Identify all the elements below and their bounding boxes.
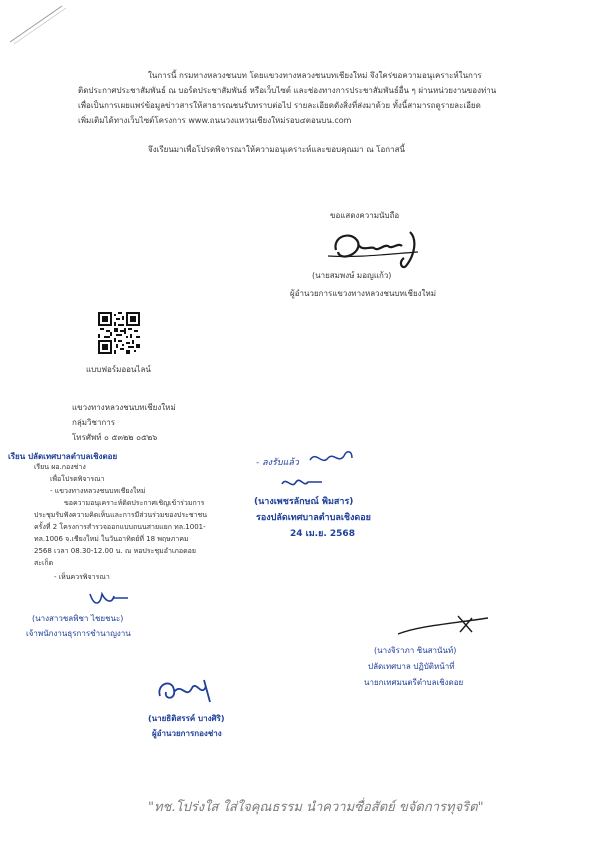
engineer-signature: [152, 674, 222, 708]
director-title: ผู้อำนวยการแขวงทางหลวงชนบทเชียงใหม่: [290, 289, 436, 298]
deputy-signature: [278, 474, 328, 494]
routing-body-line2: ประชุมรับฟังความคิดเห็นและการมีส่วนร่วมของประชาชน: [34, 511, 208, 519]
footer-slogan: "ทช.โปร่งใส ใส่ใจคุณธรรม นำความซื่อสัตย์ ขจัดการทุจริต": [148, 800, 484, 815]
office-group: กลุ่มวิชาการ: [72, 418, 116, 427]
routing-purpose: เพื่อโปรดพิจารณา: [50, 475, 105, 483]
clerk-title: เจ้าพนักงานธุรการชำนาญงาน: [26, 629, 131, 638]
routing-to: เรียน ผอ.กองช่าง: [34, 463, 86, 471]
office-name: แขวงทางหลวงชนบทเชียงใหม่: [72, 403, 176, 412]
routing-body-line5: 2568 เวลา 08.30-12.00 น. ณ หอประชุมอำเภอดอย: [34, 547, 196, 555]
routing-body-line1: ขอความอนุเคราะห์ติดประกาศเชิญเข้าร่วมการ: [64, 499, 205, 507]
clerk-name: (นางสาวชลพิชา ไชยชนะ): [32, 614, 124, 623]
routing-header: เรียน ปลัดเทศบาลตำบลเชิงดอย: [8, 452, 118, 461]
qr-label: แบบฟอร์มออนไลน์: [86, 365, 151, 374]
para1-line3: เพื่อเป็นการเผยแพร่ข้อมูลข่าวสารให้สาธารณชนรับทราบต่อไป รายละเอียดดังสิ่งที่ส่งมาด้วย ทั้งนี้สามารถดูรายละเอียด: [78, 101, 481, 110]
deputy-note-signature: [306, 446, 356, 470]
acting-mayor-title-1: ปลัดเทศบาล ปฏิบัติหน้าที่: [368, 662, 455, 671]
clerk-signature: [84, 586, 134, 612]
routing-body-line4: ทล.1006 จ.เชียงใหม่ ในวันอาทิตย์ที่ 18 พฤษภาคม: [34, 535, 189, 543]
acting-mayor-title-2: นายกเทศมนตรีตำบลเชิงดอย: [364, 678, 464, 687]
qr-code[interactable]: [98, 312, 140, 354]
deputy-name: (นางเพชรลักษณ์ พิมสาร): [254, 497, 354, 507]
routing-body-line3: ครั้งที่ 2 โครงการสำรวจออกแบบถนนสายแยก ทล.1001-: [34, 523, 206, 531]
para1-line2: ติดประกาศประชาสัมพันธ์ ณ บอร์ดประชาสัมพันธ์ หรือเว็บไซต์ และช่องทางการประชาสัมพันธ์อื่น ๆ ผ่านหน่วยงานของท่าน: [78, 86, 497, 95]
engineer-name: (นายธิติสรรค์ บางศิริ): [148, 714, 225, 723]
routing-item-1: - แขวงทางหลวงชนบทเชียงใหม่: [50, 487, 146, 495]
para1-line1: ในการนี้ กรมทางหลวงชนบท โดยแขวงทางหลวงชนบทเชียงใหม่ จึงใคร่ขอความอนุเคราะห์ในการ: [148, 71, 482, 80]
para1-line4: เพิ่มเติมได้ทางเว็บไซต์โครงการ www.ถนนวงแหวนเชียงใหม่รอบ๔ตอนบน.com: [78, 116, 352, 125]
closing-text: ขอแสดงความนับถือ: [330, 211, 400, 220]
deputy-note: - ลงรับแล้ว: [256, 458, 299, 468]
deputy-title: รองปลัดเทศบาลตำบลเชิงดอย: [256, 513, 371, 523]
acting-mayor-signature: [388, 612, 498, 642]
acting-mayor-name: (นางจิราภา ชินสานันท์): [374, 646, 457, 655]
routing-body: [34, 497, 264, 569]
office-phone: โทรศัพท์ ๐ ๕๓๒๒ ๐๕๒๖: [72, 433, 158, 442]
engineer-title: ผู้อำนวยการกองช่าง: [152, 729, 222, 738]
letter-paragraph-2: จึงเรียนมาเพื่อโปรดพิจารณาให้ความอนุเคราะห์และขอบคุณมา ณ โอกาสนี้: [148, 145, 405, 154]
letter-paragraph-1: [78, 68, 578, 128]
corner-pen-stroke: [0, 0, 70, 50]
director-name: (นายสมพงษ์ มอญแก้ว): [312, 271, 392, 280]
deputy-date: 24 เม.ย. 2568: [290, 529, 355, 539]
director-signature: [318, 222, 438, 272]
routing-body-line6: สะเก็ด: [34, 559, 54, 567]
routing-item-2: - เห็นควรพิจารณา: [54, 573, 110, 581]
